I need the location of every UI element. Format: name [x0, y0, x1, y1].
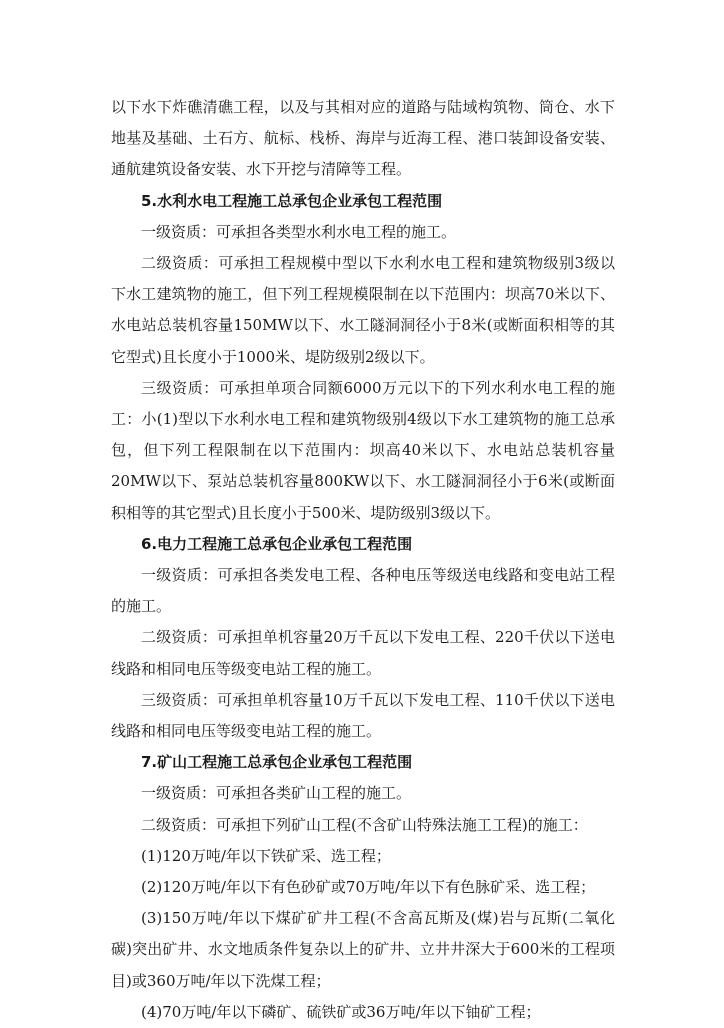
- paragraph-water-grade-3: 三级资质：可承担单项合同额6000万元以下的下列水利水电工程的施工：小(1)型以下水利水电工程和建筑物级别4级以下水工建筑物的施工总承包，但下列工程限制在以下范围内：坝高40米以下、水电站总装机容量20MW以下、泵站总装机容量800KW以下、水工隧洞洞径小于6米(或断面积相等的其它型式)且长度小于500米、堤防级别3级以下。: [111, 378, 615, 522]
- list-item-mining-4: (4)70万吨/年以下磷矿、硫铁矿或36万吨/年以下铀矿工程；: [141, 1002, 541, 1021]
- paragraph-power-grade-1: 一级资质：可承担各类发电工程、各种电压等级送电线路和变电站工程的施工。: [111, 566, 615, 616]
- list-item-mining-1: (1)120万吨/年以下铁矿采、选工程；: [141, 846, 391, 865]
- heading-electric-power: 6.电力工程施工总承包企业承包工程范围: [141, 534, 413, 553]
- list-item-mining-2: (2)120万吨/年以下有色砂矿或70万吨/年以下有色脉矿采、选工程；: [141, 878, 596, 897]
- document-page: [111, 92, 615, 1028]
- paragraph-water-grade-2: 二级资质：可承担工程规模中型以下水利水电工程和建筑物级别3级以下水工建筑物的施工，但下列工程规模限制在以下范围内：坝高70米以下、水电站总装机容量150MW以下、水工隧洞洞径小于8米(或断面积相等的其它型式)且长度小于1000米、堤防级别2级以下。: [111, 254, 615, 366]
- paragraph-power-grade-3: 三级资质：可承担单机容量10万千瓦以下发电工程、110千伏以下送电线路和相同电压等级变电站工程的施工。: [111, 690, 615, 741]
- heading-mining: 7.矿山工程施工总承包企业承包工程范围: [141, 753, 413, 772]
- heading-water-conservancy: 5.水利水电工程施工总承包企业承包工程范围: [141, 191, 443, 210]
- paragraph-port-works-continued: 以下水下炸礁清礁工程，以及与其相对应的道路与陆域构筑物、筒仓、水下地基及基础、土石方、航标、栈桥、海岸与近海工程、港口装卸设备安装、通航建筑设备安装、水下开挖与清障等工程。: [111, 98, 615, 179]
- paragraph-water-grade-1: 一级资质：可承担各类型水利水电工程的施工。: [141, 222, 457, 241]
- list-item-mining-3: (3)150万吨/年以下煤矿矿井工程(不含高瓦斯及(煤)岩与瓦斯(二氧化碳)突出矿井、水文地质条件复杂以上的矿井、立井井深大于600米的工程项目)或360万吨/年以下洗煤工程；: [111, 909, 615, 990]
- paragraph-mining-grade-1: 一级资质：可承担各类矿山工程的施工。: [141, 784, 412, 803]
- paragraph-mining-grade-2: 二级资质：可承担下列矿山工程(不含矿山特殊法施工工程)的施工：: [141, 815, 588, 834]
- paragraph-power-grade-2: 二级资质：可承担单机容量20万千瓦以下发电工程、220千伏以下送电线路和相同电压等级变电站工程的施工。: [111, 628, 615, 678]
